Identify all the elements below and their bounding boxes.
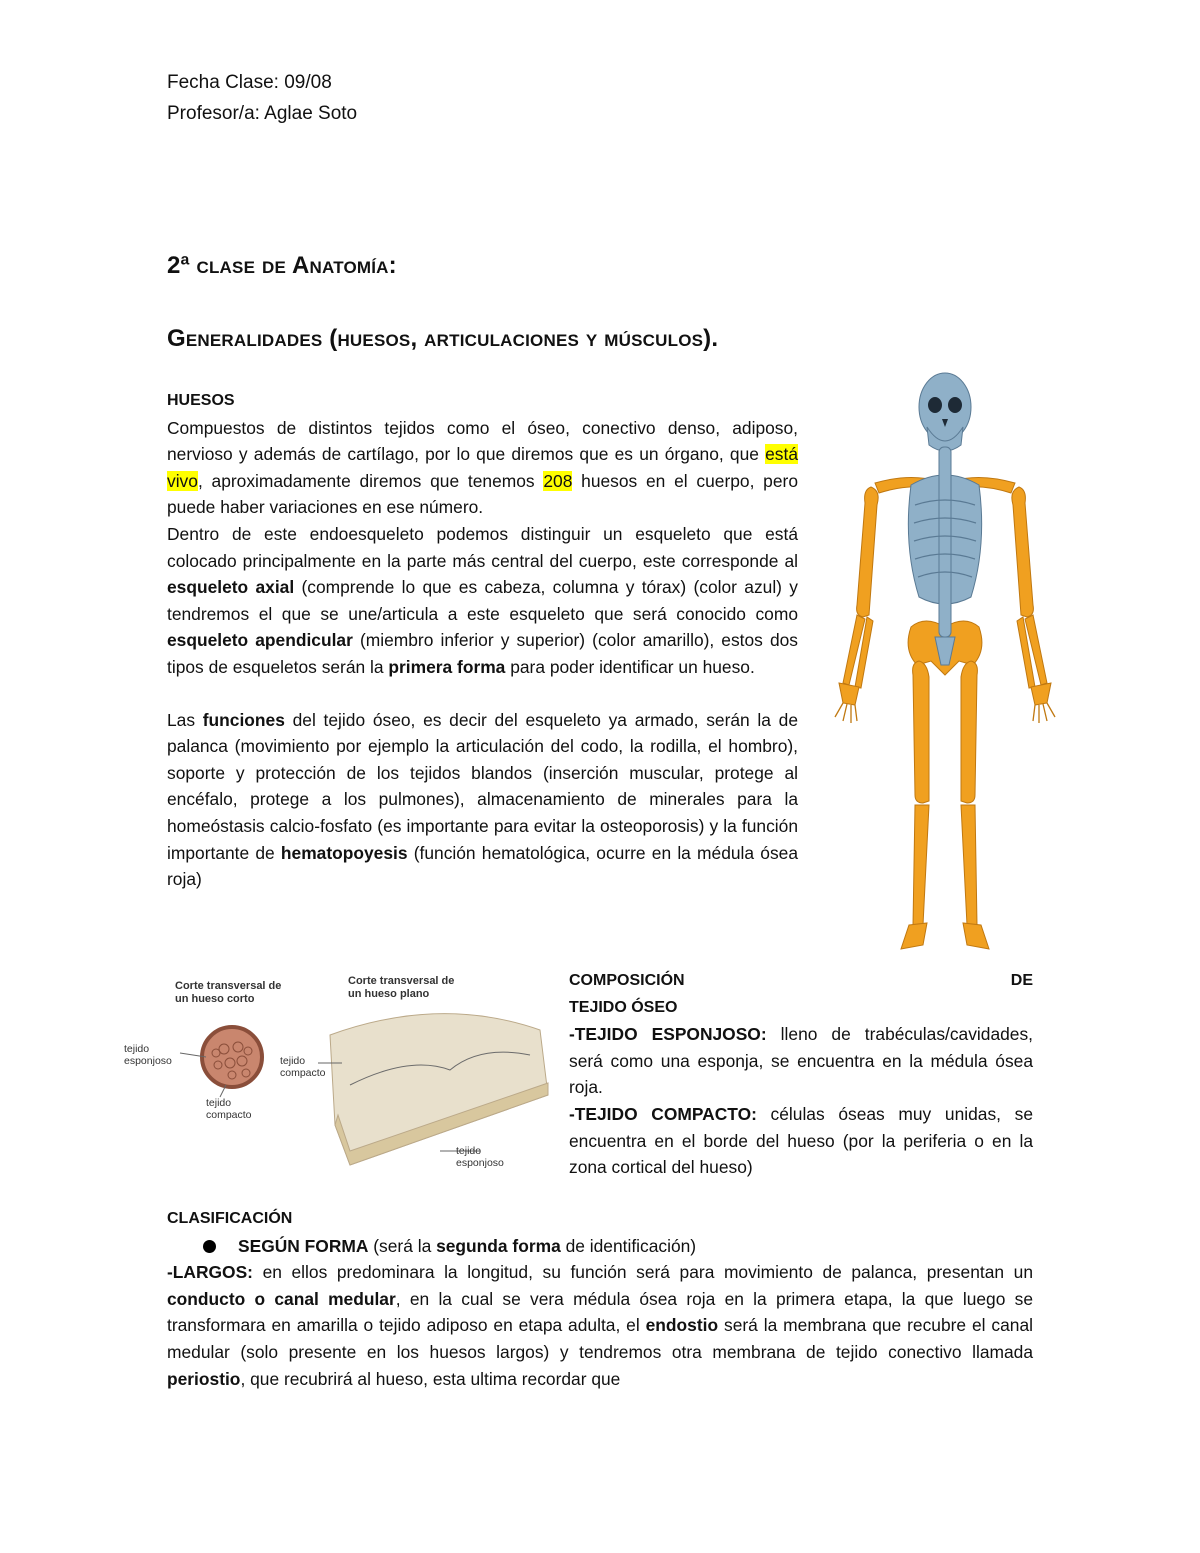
clasificacion-section xyxy=(167,1206,1033,1392)
highlight-208: 208 xyxy=(543,470,573,491)
profesor: Profesor/a: Aglae Soto xyxy=(167,103,358,124)
bullet-icon xyxy=(203,1240,216,1253)
composicion-heading: COMPOSICIÓN DE xyxy=(569,972,1033,989)
tejido-esponjoso: -TEJIDO ESPONJOSO: lleno de trabéculas/cavidades, será como una esponja, se encuentra en la médula ósea roja. xyxy=(569,1024,1034,1098)
huesos-paragraph-3: Las funciones del tejido óseo, es decir del esqueleto ya armado, serán la de palanca (movimiento por ejemplo la articulación del codo, la rodilla, el hombro), soporte y protección de los tejidos blandos (inserción muscular, protege al encéfalo, protege a los pulmones), almacenamiento de minerales para la homeóstasis calcio-fosfato (es importante para evitar la osteoporosis) y la función importante de hematopoyesis (función hematológica, ocurre en la médula ósea roja) xyxy=(167,709,799,890)
bullet-segun-forma: SEGÚN FORMA (será la segunda forma de identificación) xyxy=(167,1233,1033,1260)
bone-cross-section-figure xyxy=(120,975,560,1175)
flat-bone-title: Corte transversal de un hueso plano xyxy=(348,975,455,1000)
section-title: Generalidades (huesos, articulaciones y músculos). xyxy=(167,325,719,352)
huesos-paragraph-2: Dentro de este endoesqueleto podemos distinguir un esqueleto que está colocado principalmente en la parte más central del cuerpo, este corresponde al esqueleto axial (comprende lo que es cabeza, columna y tórax) (color azul) y tendremos el que se une/articula a este esqueleto que será conocido como esqueleto apendicular (miembro inferior y superior) (color amarillo), estos dos tipos de esqueletos serán la primera forma para poder identificar un hueso. xyxy=(167,523,798,677)
largos-paragraph: -LARGOS: en ellos predominara la longitud, su función será para movimiento de palanca, presentan un conducto o canal medular, en la cual se vera médula ósea roja en la primera etapa, la que luego se transformara en amarilla o tejido adiposo en etapa adulta, el endostio será la membrana que recubre el canal medular (solo presente en los huesos largos) y tendremos otra membrana de tejido conectivo llamada periostio, que recubrirá al hueso, esta ultima recordar que xyxy=(167,1262,1034,1389)
skeleton-illustration xyxy=(815,365,1075,970)
short-bone-title: Corte transversal de un hueso corto xyxy=(175,980,282,1005)
tejido-compacto: -TEJIDO COMPACTO: células óseas muy unidas, se encuentra en el borde del hueso (por la periferia o en la zona cortical del hueso) xyxy=(569,1103,1034,1178)
clasificacion-heading: CLASIFICACIÓN xyxy=(167,1210,293,1227)
label-short-compacto: tejido compacto xyxy=(206,1097,252,1121)
highlight-esta-vivo: está vivo xyxy=(167,444,798,491)
huesos-paragraph-1: Compuestos de distintos tejidos como el óseo, conectivo denso, adiposo, nervioso y además de cartílago, por lo que diremos que es un órgano, que está vivo, aproximadamente diremos que tenemos 208 huesos en el cuerpo, pero puede haber variaciones en ese número. xyxy=(167,417,798,518)
label-short-esponjoso: tejido esponjoso xyxy=(124,1043,172,1067)
fecha-clase: Fecha Clase: 09/08 xyxy=(167,72,332,93)
huesos-section xyxy=(167,388,798,893)
composicion-section xyxy=(569,968,1033,1181)
label-flat-esponjoso: tejido esponjoso xyxy=(456,1145,504,1169)
huesos-heading: HUESOS xyxy=(167,392,235,409)
label-flat-compacto: tejido compacto xyxy=(280,1055,326,1079)
composicion-heading-2: TEJIDO ÓSEO xyxy=(569,998,678,1016)
class-title: 2ª clase de Anatomía: xyxy=(167,252,397,279)
